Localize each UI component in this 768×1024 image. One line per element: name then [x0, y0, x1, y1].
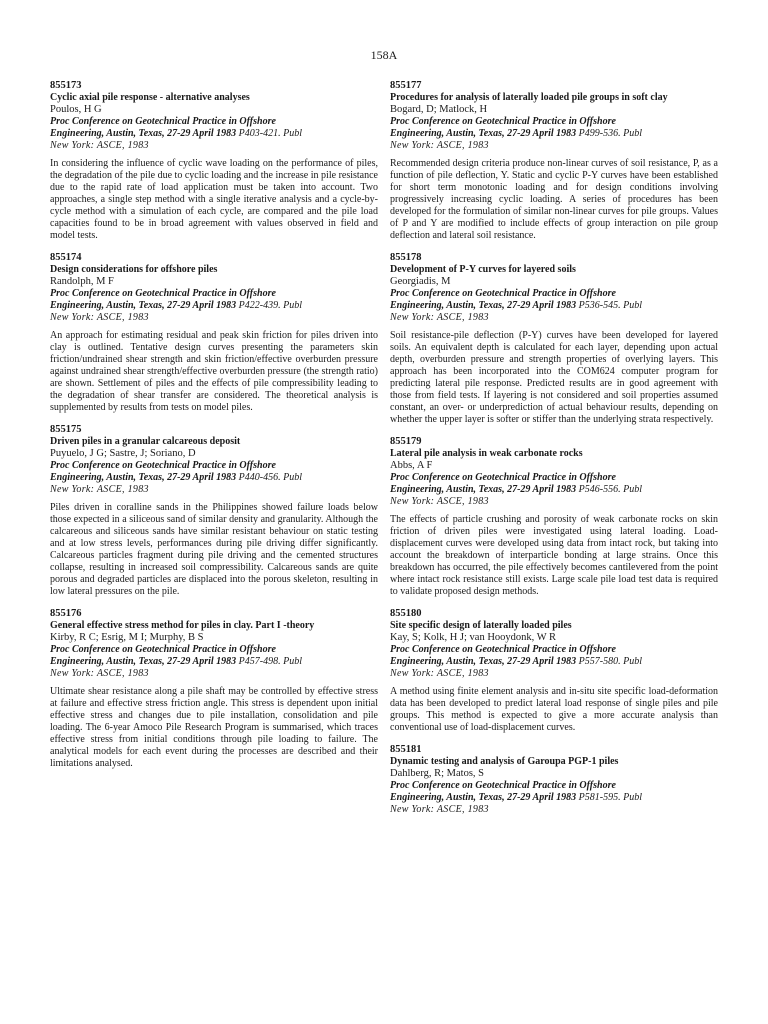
entry-abstract: Ultimate shear resistance along a pile shaft may be controlled by effective stress at failure and effective stress friction angle. This stress is dependent upon initial effective stress and changes due to pile installation, consolidation and pile loading. The 6-year Amoco Pile Research Program is summarised, which traces effective stress from initial conditions through pile loading to failure. The analytical models for each event during the processes are described and their limitations analysed.: [50, 686, 378, 769]
entry-title: Development of P-Y curves for layered soils: [390, 264, 576, 275]
abstract-entry: [390, 744, 718, 816]
entry-title: General effective stress method for piles in clay. Part I -theory: [50, 620, 315, 631]
entry-abstract: Recommended design criteria produce non-linear curves of soil resistance, P, as a function of pile deflection, Y. Static and cyclic P-Y curves have been established for short term monotonic loading and for design conditions involving progressively increasing cyclic loading. A series of procedures has been developed for the formulation of similar non-linear curves for pile groups. Values of P and Y are modified to include effects of group interaction on pile group deflection and lateral soil resistance.: [390, 158, 718, 241]
source-line-1: Proc Conference on Geotechnical Practice in Offshore: [50, 116, 276, 127]
entry-title: Procedures for analysis of laterally loaded pile groups in soft clay: [390, 92, 668, 103]
source-line-1: Proc Conference on Geotechnical Practice in Offshore: [390, 116, 616, 127]
entry-authors: Poulos, H G: [50, 104, 102, 115]
entry-pages: P499-536. Publ: [578, 128, 642, 139]
entry-authors: Abbs, A F: [390, 460, 433, 471]
entry-pages: P440-456. Publ: [238, 472, 302, 483]
source-line-2: Engineering, Austin, Texas, 27-29 April 1983: [390, 300, 577, 311]
entry-authors: Bogard, D; Matlock, H: [390, 104, 488, 115]
entry-publisher: New York: ASCE, 1983: [390, 140, 489, 151]
entry-pages: P422-439. Publ: [238, 300, 302, 311]
source-line-2: Engineering, Austin, Texas, 27-29 April 1983: [50, 300, 237, 311]
source-line-1: Proc Conference on Geotechnical Practice in Offshore: [390, 288, 616, 299]
entry-publisher: New York: ASCE, 1983: [390, 804, 489, 815]
source-line-2: Engineering, Austin, Texas, 27-29 April 1983: [50, 128, 237, 139]
entry-authors: Dahlberg, R; Matos, S: [390, 768, 485, 779]
source-line-2: Engineering, Austin, Texas, 27-29 April 1983: [390, 128, 577, 139]
abstract-entry: [390, 608, 718, 734]
entry-publisher: New York: ASCE, 1983: [50, 140, 149, 151]
entry-source: [390, 472, 718, 496]
entry-pages: P557-580. Publ: [578, 656, 642, 667]
entry-source: [390, 116, 718, 140]
source-line-1: Proc Conference on Geotechnical Practice in Offshore: [390, 472, 616, 483]
entry-source: [50, 644, 378, 668]
entry-source: [50, 116, 378, 140]
source-line-1: Proc Conference on Geotechnical Practice in Offshore: [390, 644, 616, 655]
abstract-entry: [390, 252, 718, 426]
entry-id: 855177: [390, 80, 422, 91]
entry-source: [50, 288, 378, 312]
entry-id: 855176: [50, 608, 82, 619]
abstract-entry: [50, 80, 378, 242]
source-line-2: Engineering, Austin, Texas, 27-29 April 1983: [390, 656, 577, 667]
right-column: [390, 80, 718, 826]
entry-title: Site specific design of laterally loaded piles: [390, 620, 572, 631]
entry-publisher: New York: ASCE, 1983: [50, 312, 149, 323]
entry-authors: Georgiadis, M: [390, 276, 451, 287]
entry-title: Design considerations for offshore piles: [50, 264, 218, 275]
source-line-2: Engineering, Austin, Texas, 27-29 April 1983: [50, 472, 237, 483]
entry-id: 855181: [390, 744, 422, 755]
entry-pages: P581-595. Publ: [578, 792, 642, 803]
entry-abstract: An approach for estimating residual and peak skin friction for piles driven into clay is outlined. Tentative design curves presenting the parameters skin friction/undrained shear strength and skin friction/effective overburden pressure against undrained shear strength/effective overburden pressure (the strength ratio) are shown. Settlement of piles and the effects of pile compressibility leading to the degradation of shear transfer are considered. The theoretical analysis is supplemented by results from tests on model piles.: [50, 330, 378, 413]
entry-id: 855178: [390, 252, 422, 263]
source-line-2: Engineering, Austin, Texas, 27-29 April 1983: [390, 792, 577, 803]
entry-pages: P457-498. Publ: [238, 656, 302, 667]
entry-publisher: New York: ASCE, 1983: [50, 484, 149, 495]
entry-source: [390, 780, 718, 804]
abstract-entry: [390, 436, 718, 598]
entry-title: Driven piles in a granular calcareous deposit: [50, 436, 241, 447]
entry-id: 855179: [390, 436, 422, 447]
entry-publisher: New York: ASCE, 1983: [390, 312, 489, 323]
entry-authors: Puyuelo, J G; Sastre, J; Soriano, D: [50, 448, 196, 459]
abstract-entry: [50, 424, 378, 598]
entry-title: Cyclic axial pile response - alternative analyses: [50, 92, 250, 103]
source-line-1: Proc Conference on Geotechnical Practice in Offshore: [390, 780, 616, 791]
entry-publisher: New York: ASCE, 1983: [390, 496, 489, 507]
entry-id: 855180: [390, 608, 422, 619]
entry-pages: P403-421. Publ: [238, 128, 302, 139]
left-column: [50, 80, 378, 780]
entry-abstract: Piles driven in coralline sands in the Philippines showed failure loads below those expected in a siliceous sand of similar density and granularity. Although the calcareous and siliceous sands have similar resistant behaviour on static testing and at low stress levels, performances during pile driving differ significantly. Calcareous particles fragment during pile driving and the cemented structures collapse, resulting in increased soil compressibility. Calcareous sands are quite porous and degraded particles are displaced into the porous skeleton, resulting in low lateral pressures on the pile.: [50, 502, 378, 597]
entry-title: Dynamic testing and analysis of Garoupa PGP-1 piles: [390, 756, 619, 767]
entry-abstract: The effects of particle crushing and porosity of weak carbonate rocks on skin friction of driven piles were investigated using lateral loading. Load-displacement curves were developed using data from intact rock, but taking into account the breakdown of interparticle bonding at large strains. Once this breakdown has occurred, the pile effectively becomes cantilevered from the point where intact rock resistance still exists. Large scale pile load test data is required to validate proposed design methods.: [390, 514, 718, 597]
entry-source: [50, 460, 378, 484]
source-line-2: Engineering, Austin, Texas, 27-29 April 1983: [50, 656, 237, 667]
source-line-1: Proc Conference on Geotechnical Practice in Offshore: [50, 288, 276, 299]
entry-pages: P536-545. Publ: [578, 300, 642, 311]
entry-abstract: In considering the influence of cyclic wave loading on the performance of piles, the degradation of the pile due to cyclic loading and the increase in pile resistance due to the rapid rate of load application must be taken into account. Two approaches, a single step method with a single iterative analysis and a cycle-by-cycle method with a simulation of each cycle, are compared and the pile load capacities found to be in broad agreement with values observed in field and model tests.: [50, 158, 378, 241]
source-line-1: Proc Conference on Geotechnical Practice in Offshore: [50, 460, 276, 471]
entry-authors: Kay, S; Kolk, H J; van Hooydonk, W R: [390, 632, 557, 643]
abstract-entry: [50, 252, 378, 414]
entry-pages: P546-556. Publ: [578, 484, 642, 495]
page-number: 158A: [370, 48, 398, 62]
entry-abstract: Soil resistance-pile deflection (P-Y) curves have been developed for layered soils. An equivalent depth is calculated for each layer, depending upon actual depth, overburden pressure and strength properties of overlying layers. This approach has been incorporated into the COM624 computer program for predicting lateral pile response. Predicted results are in good agreement with those from field tests. If layering is not considered and soil properties assumed constant, an over- or underprediction of actual behaviour results, depending on whether the upper layer is softer or stiffer than the underlying strata respectively.: [390, 330, 718, 425]
entry-source: [390, 288, 718, 312]
source-line-1: Proc Conference on Geotechnical Practice in Offshore: [50, 644, 276, 655]
abstract-entry: [50, 608, 378, 770]
entry-abstract: A method using finite element analysis and in-situ site specific load-deformation data has been developed to predict lateral load response of single piles and pile groups. This method is expected to give a more accurate analysis than conventional use of load-displacement curves.: [390, 686, 718, 733]
entry-authors: Randolph, M F: [50, 276, 114, 287]
entry-title: Lateral pile analysis in weak carbonate rocks: [390, 448, 583, 459]
entry-id: 855173: [50, 80, 82, 91]
source-line-2: Engineering, Austin, Texas, 27-29 April 1983: [390, 484, 577, 495]
entry-id: 855174: [50, 252, 82, 263]
entry-publisher: New York: ASCE, 1983: [390, 668, 489, 679]
entry-source: [390, 644, 718, 668]
entry-publisher: New York: ASCE, 1983: [50, 668, 149, 679]
entry-authors: Kirby, R C; Esrig, M I; Murphy, B S: [50, 632, 204, 643]
entry-id: 855175: [50, 424, 82, 435]
abstract-entry: [390, 80, 718, 242]
